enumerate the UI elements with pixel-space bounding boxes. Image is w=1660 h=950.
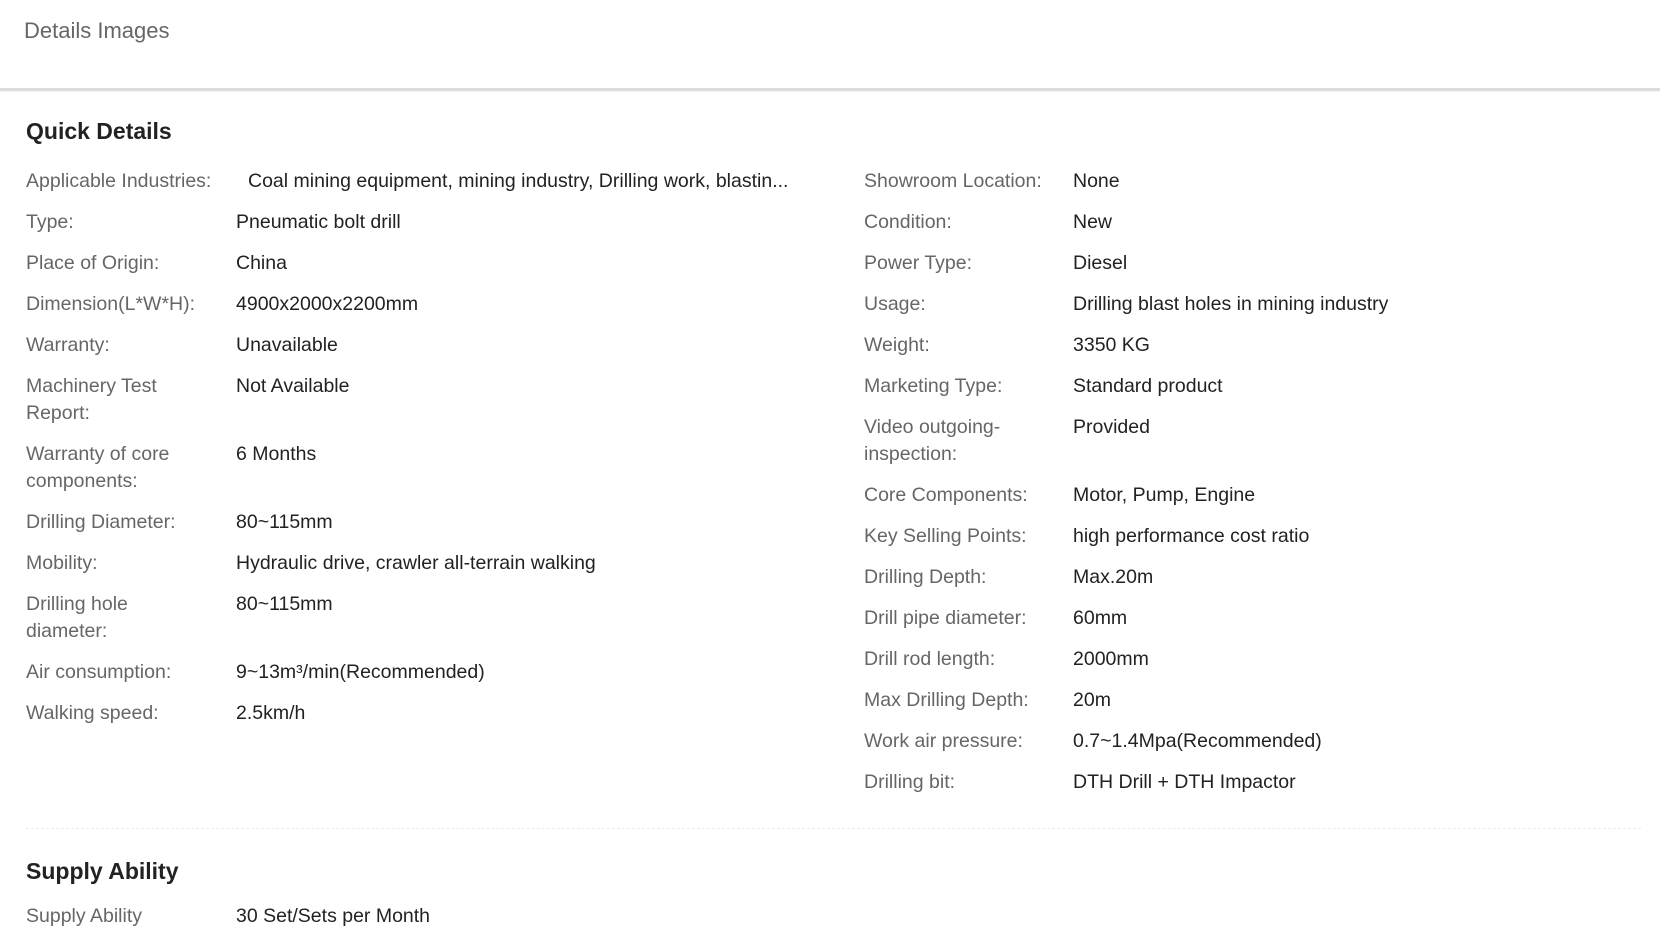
detail-row [26,435,806,503]
detail-row [864,763,1624,804]
detail-value: China [236,252,287,274]
detail-value: Hydraulic drive, crawler all-terrain walking [236,552,596,574]
detail-value: DTH Drill + DTH Impactor [1073,771,1296,793]
detail-value: None [1073,170,1120,192]
detail-label: Place of Origin: [26,252,160,274]
detail-label: Max Drilling Depth: [864,689,1029,711]
detail-value: 2.5km/h [236,702,306,724]
detail-row [26,503,806,544]
detail-value: high performance cost ratio [1073,525,1310,547]
detail-label: Core Components: [864,484,1028,506]
detail-label: Condition: [864,211,952,233]
detail-value: Standard product [1073,375,1223,397]
detail-label: Power Type: [864,252,973,274]
supply-ability-value: 30 Set/Sets per Month [236,905,431,927]
detail-value: 6 Months [236,443,317,465]
detail-label: Showroom Location: [864,170,1042,192]
detail-label: Video outgoing-inspection: [864,416,1001,465]
detail-label: Drilling Diameter: [26,511,176,533]
detail-label: Drill pipe diameter: [864,607,1027,629]
quick-details-title: Quick Details [26,118,172,144]
detail-label: Dimension(L*W*H): [26,293,196,315]
detail-row [864,367,1624,408]
detail-label: Walking speed: [26,702,159,724]
detail-row [26,244,806,285]
detail-row [26,326,806,367]
detail-value: Max.20m [1073,566,1154,588]
detail-row [26,585,806,653]
detail-row [864,476,1624,517]
detail-row [864,722,1624,763]
detail-value: Motor, Pump, Engine [1073,484,1256,506]
detail-row [864,285,1624,326]
detail-value: 80~115mm [236,593,333,615]
detail-value: 20m [1073,689,1111,711]
detail-label: Marketing Type: [864,375,1003,397]
detail-row [864,681,1624,722]
detail-row [864,599,1624,640]
detail-value: Not Available [236,375,350,397]
detail-label: Mobility: [26,552,98,574]
detail-label: Warranty: [26,334,110,356]
detail-value: 4900x2000x2200mm [236,293,419,315]
detail-label: Drilling Depth: [864,566,987,588]
detail-row [26,367,806,435]
quick-details-left-column [26,162,806,735]
detail-row [26,285,806,326]
tab-bar [0,0,1660,91]
detail-value: Drilling blast holes in mining industry [1073,293,1389,315]
detail-value: 80~115mm [236,511,333,533]
detail-label: Drill rod length: [864,648,996,670]
detail-value: Diesel [1073,252,1128,274]
tab-details-images[interactable]: Details Images [24,18,170,43]
detail-value: 60mm [1073,607,1128,629]
detail-value: Unavailable [236,334,338,356]
supply-ability-title: Supply Ability [26,858,179,884]
detail-value: 0.7~1.4Mpa(Recommended) [1073,730,1322,752]
detail-row [26,653,806,694]
detail-label: Warranty of core components: [26,443,170,492]
detail-row [864,326,1624,367]
detail-value: Provided [1073,416,1150,438]
detail-row [864,203,1624,244]
section-divider [26,828,1641,829]
detail-row [864,640,1624,681]
detail-label: Type: [26,211,74,233]
detail-value: Coal mining equipment, mining industry, Drilling work, blastin... [248,170,789,192]
detail-label: Key Selling Points: [864,525,1027,547]
detail-row [864,162,1624,203]
detail-label: Weight: [864,334,930,356]
detail-row [864,517,1624,558]
detail-value: 2000mm [1073,648,1149,670]
detail-label: Air consumption: [26,661,172,683]
detail-label: Drilling bit: [864,771,956,793]
detail-row [26,162,806,203]
detail-row [26,544,806,585]
detail-label: Drilling hole diameter: [26,593,128,642]
supply-ability-label: Supply Ability [26,905,142,927]
detail-label: Work air pressure: [864,730,1023,752]
detail-row [864,244,1624,285]
detail-row [26,203,806,244]
detail-row [864,558,1624,599]
detail-value: 9~13m³/min(Recommended) [236,661,485,683]
detail-value: Pneumatic bolt drill [236,211,401,233]
detail-row [864,408,1624,476]
detail-row [26,694,806,735]
supply-ability-row [26,903,430,930]
quick-details-right-column [864,162,1624,804]
detail-value: 3350 KG [1073,334,1150,356]
detail-label: Applicable Industries: [26,170,212,192]
detail-value: New [1073,211,1113,233]
detail-label: Machinery Test Report: [26,375,157,424]
detail-label: Usage: [864,293,926,315]
